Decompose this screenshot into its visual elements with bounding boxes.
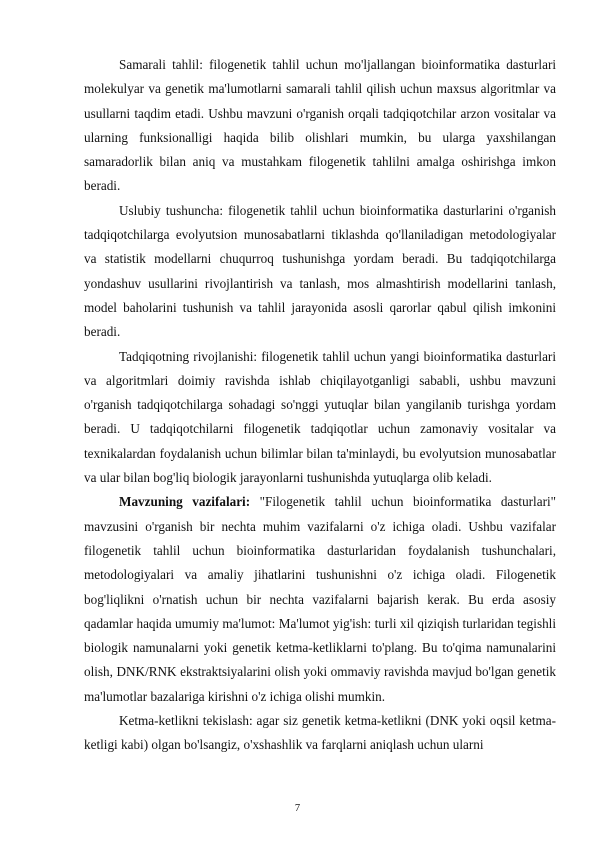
section-heading: Mavzuning vazifalari: — [119, 494, 251, 510]
body-text — [84, 53, 556, 758]
paragraph-text: Uslubiy tushuncha: filogenetik tahlil uchun bioinformatika dasturlarini o'rganish tadqiqotchilarga evolyutsion munosabatlarni tiklashda qo'llaniladigan metodologiyalar va statistik modellarni chuqurroq tushunishga yordam beradi. Bu tadqiqotchilarga yondashuv usullarini rivojlantirish va tanlash, mos almashtirish modellarini tanlash, model baholarini tushunish va tahlil jarayonida asosli qarorlar qabul qilish imkonini beradi. — [84, 202, 556, 340]
paragraph-text: Samarali tahlil: filogenetik tahlil uchun mo'ljallangan bioinformatika dasturlari molekulyar va genetik ma'lumotlarni samarali tahlil qilish uchun maxsus algoritmlar va usullarni taqdim etadi. Ushbu mavzuni o'rganish orqali tadqiqotchilar arzon vositalar va ularning funksionalligi haqida bilib olishlari mumkin, bu ularga yaxshilangan samaradorlik bilan aniq va mustahkam filogenetik tahlilni amalga oshirishga imkon beradi. — [84, 57, 556, 194]
paragraph-research-development — [84, 345, 556, 491]
paragraph-sequence-alignment — [84, 709, 556, 758]
paragraph-text: Ketma-ketlikni tekislash: agar siz genetik ketma-ketlikni (DNK yoki oqsil ketma-ketligi kabi) olgan bo'lsangiz, o'xshashlik va farqlarni aniqlash uchun ularni — [84, 713, 556, 753]
page-number: 7 — [294, 803, 301, 814]
paragraph-text: Tadqiqotning rivojlanishi: filogenetik tahlil uchun yangi bioinformatika dasturlari va algoritmlari doimiy ravishda ishlab chiqilayotganligi sababli, ushbu mavzuni o'rganish tadqiqotchilarga sohadagi so'nggi yutuqlar bilan yangilanib turishga yordam beradi. U tadqiqotchilarni filogenetik tadqiqotlar uchun zamonaviy vositalar va texnikalardan foydalanish uchun bilimlar bilan ta'minlaydi, bu evolyutsion munosabatlar va ular bilan bog'liq biologik jarayonlarni tushunishda yutuqlarga olib keladi. — [84, 348, 556, 486]
paragraph-methodological-insight — [84, 199, 556, 345]
paragraph-topic-tasks — [84, 490, 556, 709]
paragraph-effective-analysis — [84, 53, 556, 199]
paragraph-text: "Filogenetik tahlil uchun bioinformatika dasturlari" mavzusini o'rganish bir nechta muhim vazifalarni o'z ichiga oladi. Ushbu vazifalar filogenetik tahlil uchun bioinformatika dasturlaridan foydalanish tushunchalari, metodologiyalari va amaliy jihatlarini tushunishni o'z ichiga oladi. Filogenetik bog'liqlikni o'rnatish uchun bir nechta vazifalarni bajarish kerak. Bu erda asosiy qadamlar haqida umumiy ma'lumot: Ma'lumot yig'ish: turli xil qiziqish turlaridan tegishli biologik namunalarni yoki genetik ketma-ketliklarni to'plang. Bu to'qima namunalarini olish, DNK/RNK ekstraktsiyalarini olish yoki ommaviy ravishda mavjud bo'lgan genetik ma'lumotlar bazalariga kirishni o'z ichiga olishi mumkin. — [84, 494, 557, 704]
